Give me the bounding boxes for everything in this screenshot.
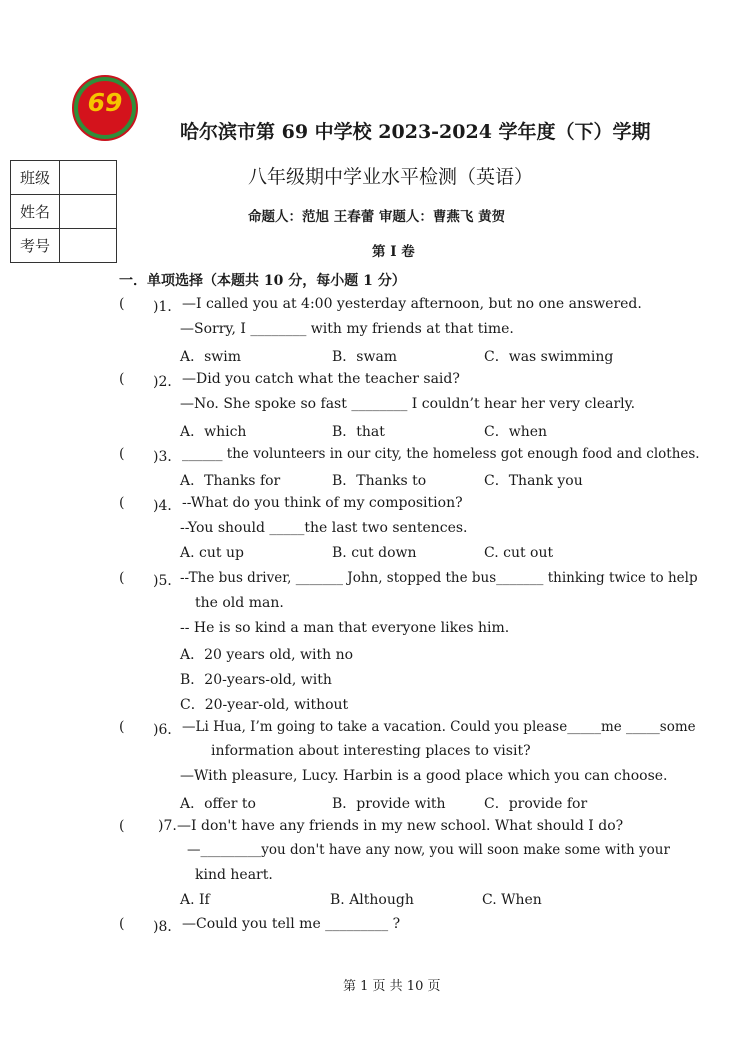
q6-number: )6． [153,722,182,738]
exam-authors: 命题人：范旭 王春蕾 审题人：曹燕飞 黄贺 [248,209,506,225]
q5-option-b: B．20-years-old, with [180,672,332,688]
logo-number: 69 [87,88,123,117]
q5-option-a: A．20 years old, with no [180,647,354,663]
q5-stem: --The bus driver, _______ John, stopped the bus_______ thinking twice to help [180,570,698,586]
q7-option-a: A. If [180,892,210,908]
q8-paren: ( [119,916,125,932]
q6-stem: —Li Hua, I’m going to take a vacation. Could you please_____me _____some [182,719,696,735]
q2-option-a: A．which [180,424,247,440]
class-field[interactable] [60,161,117,195]
q1-option-c: C．was swimming [484,349,614,365]
section-heading: 一．单项选择（本题共 10 分，每小题 1 分） [119,273,406,289]
q2-stem2: —No. She spoke so fast ________ I couldn’t hear her very clearly. [180,396,636,412]
student-info-table [10,160,117,263]
exam-number-field[interactable] [60,229,117,263]
q6-stem-cont: information about interesting places to visit? [211,743,531,759]
q8-number: )8． [153,919,182,935]
q7-paren: ( [119,818,125,834]
q1-stem2: —Sorry, I ________ with my friends at that time. [180,321,514,337]
q6-stem2: —With pleasure, Lucy. Harbin is a good place which you can choose. [180,768,668,784]
q2-stem: —Did you catch what the teacher said? [182,371,460,387]
q2-paren: ( [119,371,125,387]
q4-stem: --What do you think of my composition? [182,495,463,511]
q3-number: )3． [153,449,182,465]
q7-stem2: —_________you don't have any now, you will soon make some with your [187,842,670,858]
q4-option-b: B. cut down [332,545,417,561]
exam-number-label: 考号 [11,229,60,263]
q4-option-c: C. cut out [484,545,554,561]
exam-subtitle: 八年级期中学业水平检测（英语） [248,166,534,188]
volume-label: 第 I 卷 [372,244,415,260]
q4-option-a: A. cut up [180,545,244,561]
q3-option-b: B．Thanks to [332,473,427,489]
class-label: 班级 [11,161,60,195]
q1-option-a: A．swim [180,349,242,365]
name-label: 姓名 [11,195,60,229]
q7-stem: —I don't have any friends in my new school. What should I do? [177,818,624,834]
exam-title: 哈尔滨市第 69 中学校 2023-2024 学年度（下）学期 [180,121,651,143]
q5-stem2: -- He is so kind a man that everyone likes him. [180,620,510,636]
q3-option-c: C．Thank you [484,473,583,489]
logo-inner-circle [78,81,132,135]
q5-number: )5． [153,573,182,589]
q7-option-b: B. Although [330,892,414,908]
q2-option-c: C．when [484,424,548,440]
q3-stem: ______ the volunteers in our city, the homeless got enough food and clothes. [182,446,700,462]
q6-option-c: C．provide for [484,796,588,812]
q4-stem2: --You should _____the last two sentences. [180,520,468,536]
q4-paren: ( [119,495,125,511]
q7-number: )7. [158,818,177,834]
q1-option-b: B．swam [332,349,398,365]
q8-stem: —Could you tell me _________ ? [182,916,401,932]
page-footer: 第 1 页 共 10 页 [343,979,441,994]
name-field[interactable] [60,195,117,229]
q1-number: )1． [153,299,182,315]
school-logo [72,75,138,141]
q6-option-b: B．provide with [332,796,446,812]
q1-paren: ( [119,296,125,312]
q2-option-b: B．that [332,424,385,440]
q6-paren: ( [119,719,125,735]
q5-paren: ( [119,570,125,586]
q4-number: )4． [153,498,182,514]
q7-stem2-cont: kind heart. [195,867,273,883]
q5-option-c: C．20-year-old, without [180,697,349,713]
q3-paren: ( [119,446,125,462]
q7-option-c: C. When [482,892,542,908]
q1-stem: —I called you at 4:00 yesterday afternoon, but no one answered. [182,296,642,312]
q3-option-a: A．Thanks for [180,473,281,489]
q2-number: )2． [153,374,182,390]
q6-option-a: A．offer to [180,796,256,812]
q5-stem-cont: the old man. [195,595,284,611]
